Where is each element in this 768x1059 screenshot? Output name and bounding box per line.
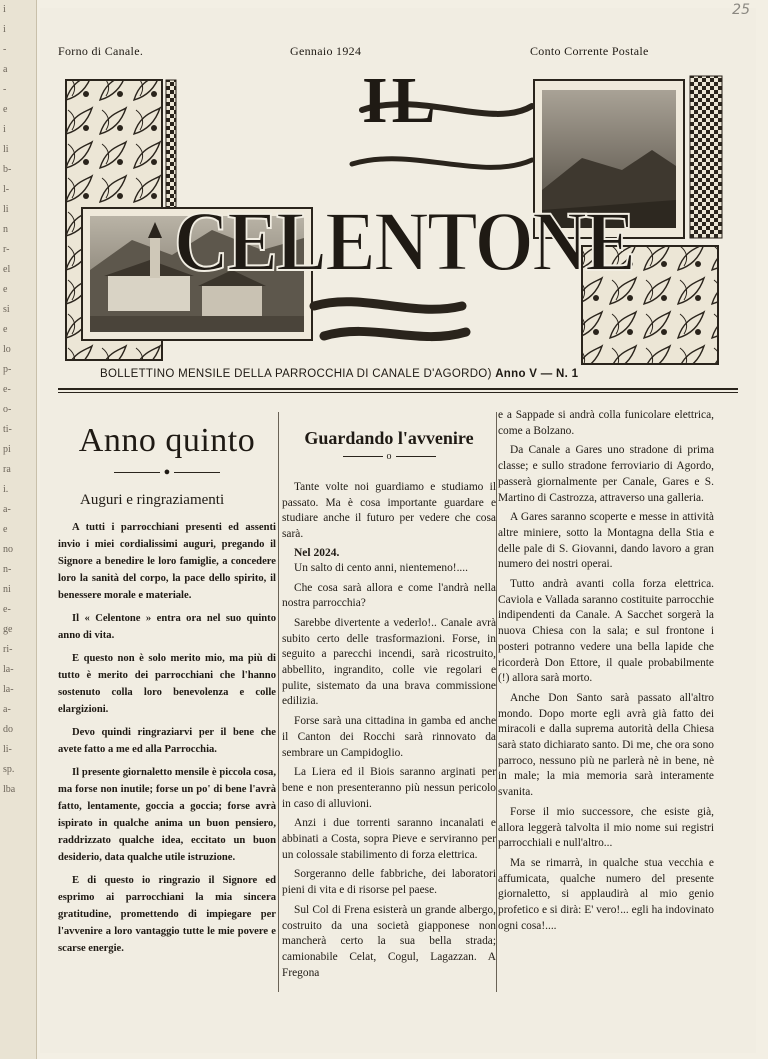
facing-text-fragment: ra xyxy=(3,464,11,475)
article-subhead: Auguri e ringraziamenti xyxy=(80,492,225,508)
paragraph: Il presente giornaletto mensile è piccola cosa, ma forse non inutile; forse un po' di bene l'avrà fatto, lentamente, goccia a goccia; forse avrà ispirato in qualche anima un buon pensiero, raddrizzato qualche idea, eccitato un buon desiderio, data qualche utile istruzione. xyxy=(58,767,276,863)
ornament-divider: ● xyxy=(58,466,276,478)
article-body xyxy=(282,561,496,982)
article-body xyxy=(58,519,276,957)
facing-text-fragment: b- xyxy=(3,164,12,175)
facing-text-fragment: e xyxy=(3,284,8,295)
paragraph: Sarebbe divertente a vederlo!.. Canale avrà subito certo delle trasformazioni. Forse, in seguito a parecchi incendi, sarà ricostruito, abbellito, ingrandito, colle vie regolari e pulite, sistemato da una brava commissione edilizia. xyxy=(282,616,496,708)
facing-text-fragment: ri- xyxy=(3,644,13,655)
column-anno-quinto xyxy=(58,408,276,963)
paragraph: Tutto andrà avanti colla forza elettrica. Caviola e Vallada saranno costituite parrocchie indipendenti da Canale. A Sacchet sorgerà la nuova Chiesa con la sala; e sul frontone i posteri potranno vedere una bella lapide che ricorderà Don Ettore, il quale probabilmente (!) allora sarà morto. xyxy=(498,578,714,685)
header-date: Gennaio 1924 xyxy=(290,44,362,58)
facing-text-fragment: a xyxy=(3,64,8,75)
paragraph: e a Sappade si andrà colla funicolare elettrica, come a Bolzano. xyxy=(498,409,714,437)
facing-text-fragment: n xyxy=(3,224,8,235)
facing-page-edge xyxy=(0,0,37,1059)
paragraph: Che cosa sarà allora e come l'andrà nella nostra parrocchia? xyxy=(282,581,496,610)
title-il: IL xyxy=(362,70,440,137)
paragraph: Devo quindi ringraziarvi per il bene che avete fatto a me ed alla Parrocchia. xyxy=(58,727,276,755)
facing-text-fragment: do xyxy=(3,724,13,735)
facing-text-fragment: ni xyxy=(3,584,11,595)
column-continuation xyxy=(498,408,714,939)
paragraph: Forse il mio successore, che esiste già, allora leggerà talvolta il mio nome sui registri parrocchiali e null'altro... xyxy=(498,805,714,850)
facing-text-fragment: li xyxy=(3,144,9,155)
paragraph: Sorgeranno delle fabbriche, dei laboratori pieni di vita e di risorse pel paese. xyxy=(282,868,496,897)
ornament-divider: o xyxy=(282,451,496,462)
facing-text-fragment: - xyxy=(3,44,7,55)
paragraph: Anche Don Santo sarà passato all'altro mondo. Dopo morte egli avrà già fatto dei miracoli e dalla suprema autorità della Chiesa sarà stato dichiarato santo. Di me, che ora sono parroco, nessuno più ne parlerà nè in bene, nè in male; la mia memoria sarà interamente svanita. xyxy=(498,691,714,799)
facing-text-fragment: - xyxy=(3,84,7,95)
newspaper-page xyxy=(40,2,756,1053)
facing-text-fragment: e- xyxy=(3,384,11,395)
column-divider xyxy=(278,412,279,992)
facing-text-fragment: n- xyxy=(3,564,12,575)
facing-text-fragment: e- xyxy=(3,604,11,615)
paragraph: A Gares saranno scoperte e messe in attività altre miniere, sotto la Montagna della Stia e delle pale di S. Giovanni, dando lavoro a gran numero dei nostri operai. xyxy=(498,511,714,571)
column-divider xyxy=(496,412,497,992)
facing-text-fragment: l- xyxy=(3,184,10,195)
article-intro: Tante volte noi guardiamo e studiamo il passato. Ma è cosa importante guardare e studiare anche il futuro per vedere che cosa sarà. xyxy=(282,481,496,541)
masthead-subtitle: BOLLETTINO MENSILE DELLA PARROCCHIA DI CANALE D'AGORDO) Anno V — N. 1 xyxy=(100,368,579,380)
facing-text-fragment: ti- xyxy=(3,424,12,435)
facing-text-fragment: i xyxy=(3,24,6,35)
paragraph: A tutti i parrocchiani presenti ed assenti invio i miei cordialissimi auguri, pregando il Signore a benedire le loro famiglie, a concedere loro la sanità del corpo, la pace dello spirito, il benessere morale e materiale. xyxy=(58,522,276,601)
header-postal: Conto Corrente Postale xyxy=(530,44,649,58)
facing-text-fragment: e xyxy=(3,324,8,335)
facing-text-fragment: i xyxy=(3,124,6,135)
header-rule-thin xyxy=(58,392,738,393)
facing-text-fragment: e xyxy=(3,104,8,115)
article-title-guardando: Guardando l'avvenire xyxy=(304,428,474,448)
facing-text-fragment: ge xyxy=(3,624,13,635)
facing-text-fragment: r- xyxy=(3,244,10,255)
page-number: 25 xyxy=(732,2,750,18)
facing-text-fragment: si xyxy=(3,304,10,315)
facing-text-fragment: pi xyxy=(3,444,11,455)
year-heading: Nel 2024. xyxy=(294,546,340,559)
paragraph: Da Canale a Gares uno stradone di prima classe; e sullo stradone ferroviario di Agordo, passerà giornalmente per Canale, Gares e S. Martino di Castrozza, attraverso una galleria. xyxy=(498,444,714,504)
facing-text-fragment: lo xyxy=(3,344,11,355)
facing-text-fragment: sp. xyxy=(3,764,15,775)
paragraph: Un salto di cento anni, nientemeno!.... xyxy=(294,561,468,574)
column-guardando xyxy=(282,408,496,985)
facing-text-fragment: la- xyxy=(3,684,14,695)
facing-text-fragment: e xyxy=(3,524,8,535)
facing-text-fragment: lba xyxy=(3,784,16,795)
facing-text-fragment: p- xyxy=(3,364,12,375)
paragraph: E questo non è solo merito mio, ma più di tutto è merito dei parrocchiani che l'hanno sostenuto colla loro benevolenza e colle elargizioni. xyxy=(58,653,276,715)
facing-text-fragment: a- xyxy=(3,504,11,515)
facing-text-fragment: o- xyxy=(3,404,12,415)
facing-text-fragment: li xyxy=(3,204,9,215)
paragraph: Il « Celentone » entra ora nel suo quinto anno di vita. xyxy=(58,613,276,641)
facing-text-fragment: i xyxy=(3,4,6,15)
paragraph: Sul Col di Frena esisterà un grande albergo, costruito da una società giapponese non mancherà certo la sua bella strada; camionabile Celat, Cogul, Lagazzan. A Fregona xyxy=(282,903,496,979)
title-celentone: CELENTONE xyxy=(174,193,634,289)
article-body-continued xyxy=(498,408,714,935)
volume-number: Anno V — N. 1 xyxy=(495,368,579,380)
facing-text-fragment: la- xyxy=(3,664,14,675)
masthead-artwork xyxy=(62,70,726,366)
facing-text-fragment: li- xyxy=(3,744,12,755)
header-rule xyxy=(58,388,738,390)
facing-text-fragment: i. xyxy=(3,484,9,495)
paragraph: Forse sarà una cittadina in gamba ed anche il Canton dei Rocchi sarà rinnovato da sembrare un Campidoglio. xyxy=(282,715,496,759)
paragraph: La Liera ed il Biois saranno arginati per bene e non presenteranno più nessun pericolo in caso di alluvioni. xyxy=(282,766,496,810)
facing-text-fragment: no xyxy=(3,544,13,555)
paragraph: Ma se rimarrà, in qualche stua vecchia e affumicata, qualche numero del presente giornaletto, si applaudirà al mio genio profetico e si dirà: E' vero!... egli ha indovinato ogni cosa!.... xyxy=(498,856,714,932)
paragraph: E di questo io ringrazio il Signore ed esprimo ai parrocchiani la mia sincera gratitudine, promettendo di impiegare per l'avvenire a loro vantaggio tutte le mie povere e scarse energie. xyxy=(58,875,276,954)
facing-text-fragment: el xyxy=(3,264,11,275)
article-title-anno-quinto: Anno quinto xyxy=(78,422,256,459)
header-place: Forno di Canale. xyxy=(58,44,144,58)
facing-text-fragment: a- xyxy=(3,704,11,715)
paragraph: Anzi i due torrenti saranno incanalati e abbinati a Costa, sopra Pieve e serviranno per un colossale stabilimento di forza elettrica. xyxy=(282,817,496,861)
masthead xyxy=(62,70,726,366)
